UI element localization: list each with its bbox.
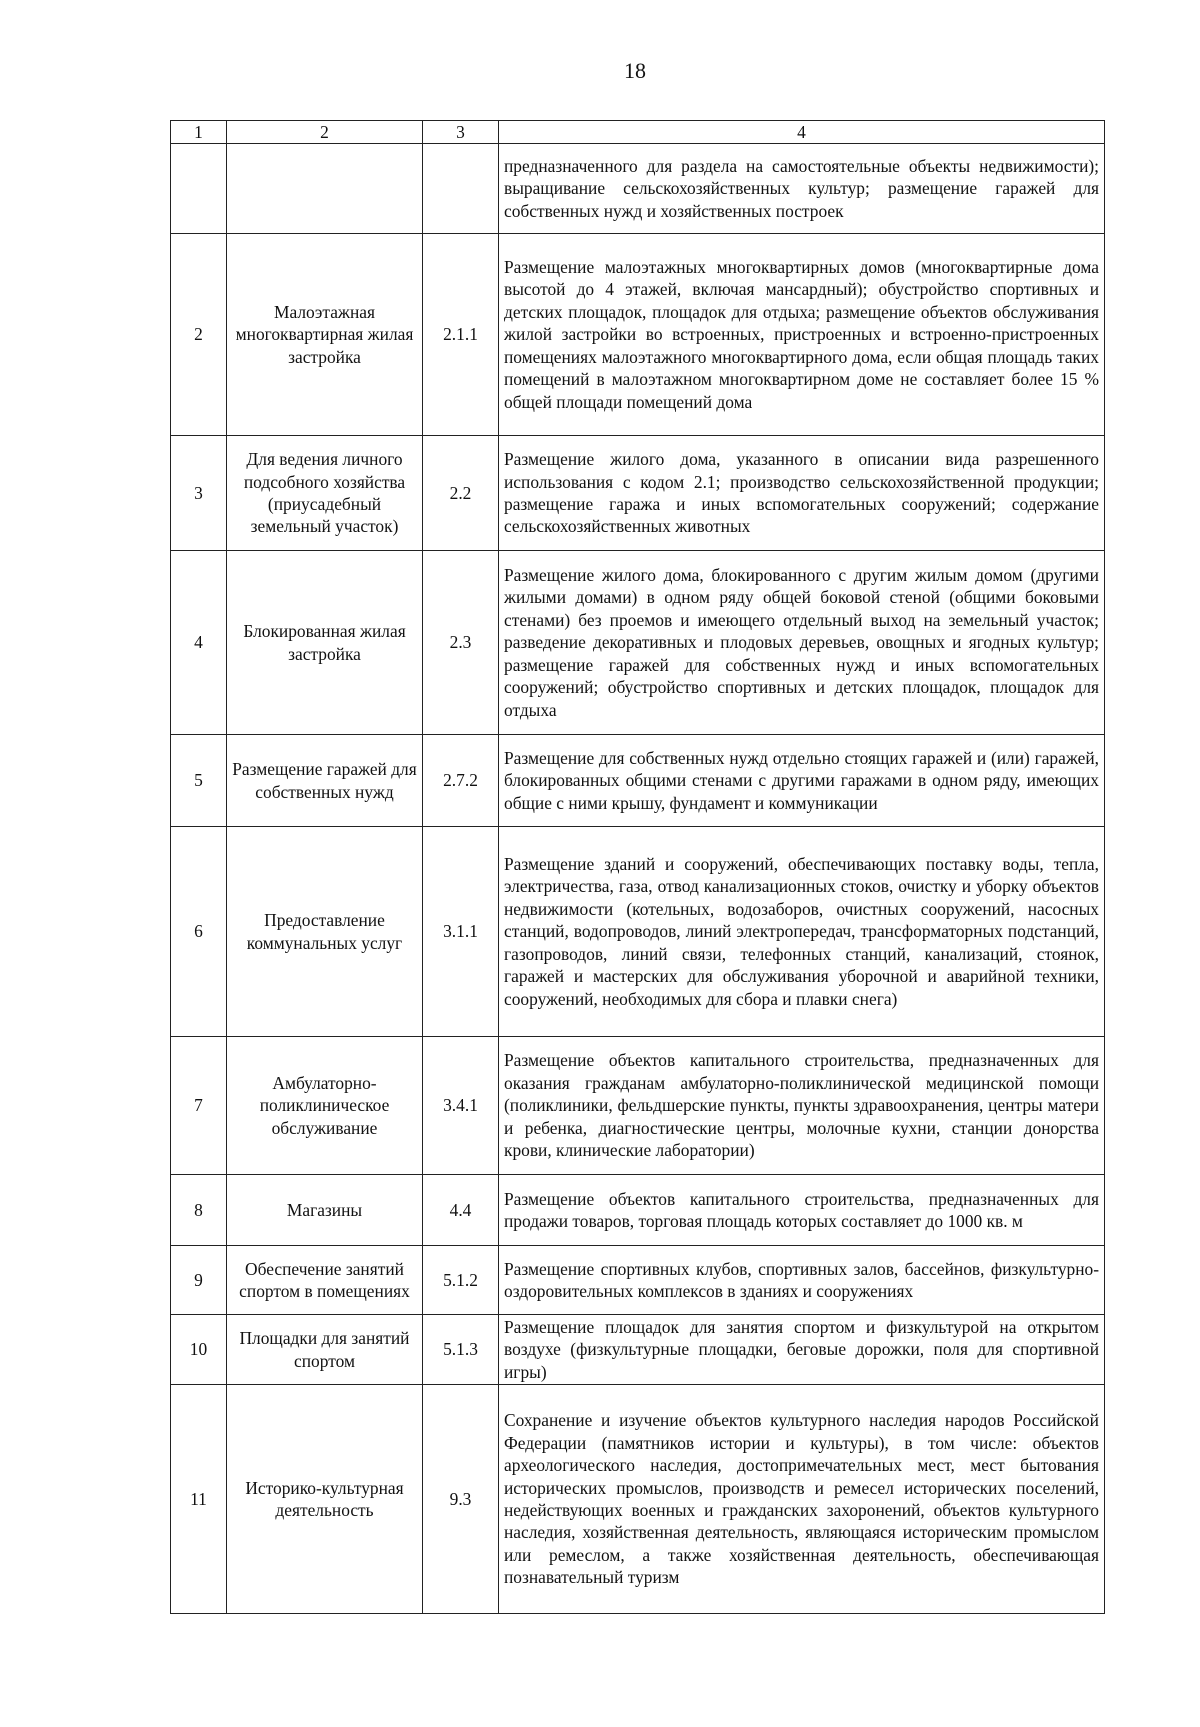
row-number: 5 — [171, 735, 227, 827]
table-row — [171, 1175, 1105, 1246]
use-type-description: Размещение объектов капитального строительства, предназначенных для оказания гражданам амбулаторно-поликлинической медицинской помощи (поликлиники, фельдшерские пункты, пункты здравоохранения, центры матери и ребенка, диагностические центры, молочные кухни, станции донорства крови, клинические лаборатории) — [499, 1037, 1105, 1175]
table-row — [171, 1037, 1105, 1175]
row-number: 3 — [171, 436, 227, 551]
column-header: 4 — [499, 121, 1105, 144]
use-type-description: Размещение объектов капитального строительства, предназначенных для продажи товаров, торговая площадь которых составляет до 1000 кв. м — [499, 1175, 1105, 1246]
table-row — [171, 1385, 1105, 1614]
row-number — [171, 144, 227, 234]
use-type-name: Для ведения личного подсобного хозяйства (приусадебный земельный участок) — [227, 436, 423, 551]
use-type-code: 4.4 — [423, 1175, 499, 1246]
use-type-description: Размещение для собственных нужд отдельно стоящих гаражей и (или) гаражей, блокированных общими стенами с другими гаражами в одном ряду, имеющих общие с ними крышу, фундамент и коммуникации — [499, 735, 1105, 827]
use-type-description: Размещение жилого дома, указанного в описании вида разрешенного использования с кодом 2.1; производство сельскохозяйственной продукции; размещение гаража и иных вспомогательных сооружений; содержание сельскохозяйственных животных — [499, 436, 1105, 551]
page-number: 18 — [624, 58, 646, 83]
use-type-code: 5.1.2 — [423, 1246, 499, 1315]
row-number: 8 — [171, 1175, 227, 1246]
use-type-name: Историко-культурная деятельность — [227, 1385, 423, 1614]
use-type-description: Сохранение и изучение объектов культурного наследия народов Российской Федерации (памятников истории и культуры), в том числе: объектов археологического наследия, достопримечательных мест, мест бытования исторических промыслов, производств и ремесел исторических поселений, недействующих военных и гражданских захоронений, объектов культурного наследия, хозяйственная деятельность, являющаяся историческим промыслом или ремеслом, а также хозяйственная деятельность, обеспечивающая познавательный туризм — [499, 1385, 1105, 1614]
row-number: 7 — [171, 1037, 227, 1175]
use-type-code: 2.7.2 — [423, 735, 499, 827]
table-row — [171, 1246, 1105, 1315]
column-header: 3 — [423, 121, 499, 144]
row-number: 2 — [171, 234, 227, 436]
table-header-row — [171, 121, 1105, 144]
use-type-name: Площадки для занятий спортом — [227, 1315, 423, 1385]
land-use-table — [170, 120, 1105, 1614]
row-number: 11 — [171, 1385, 227, 1614]
row-number: 6 — [171, 827, 227, 1037]
row-number: 9 — [171, 1246, 227, 1315]
table-row — [171, 551, 1105, 735]
use-type-name: Размещение гаражей для собственных нужд — [227, 735, 423, 827]
use-type-description: Размещение малоэтажных многоквартирных домов (многоквартирные дома высотой до 4 этажей, включая мансардный); обустройство спортивных и детских площадок, площадок для отдыха; размещение объектов обслуживания жилой застройки во встроенных, пристроенных и встроенно-пристроенных помещениях малоэтажного многоквартирного дома, если общая площадь таких помещений в малоэтажном многоквартирном доме не составляет более 15 % общей площади помещений дома — [499, 234, 1105, 436]
column-header: 1 — [171, 121, 227, 144]
use-type-code — [423, 144, 499, 234]
use-type-description: предназначенного для раздела на самостоятельные объекты недвижимости); выращивание сельскохозяйственных культур; размещение гаражей для собственных нужд и хозяйственных построек — [499, 144, 1105, 234]
use-type-code: 5.1.3 — [423, 1315, 499, 1385]
row-number: 4 — [171, 551, 227, 735]
table-row — [171, 1315, 1105, 1385]
use-type-description: Размещение спортивных клубов, спортивных залов, бассейнов, физкультурно-оздоровительных комплексов в зданиях и сооружениях — [499, 1246, 1105, 1315]
table-row — [171, 735, 1105, 827]
use-type-name: Обеспечение занятий спортом в помещениях — [227, 1246, 423, 1315]
use-type-code: 3.4.1 — [423, 1037, 499, 1175]
table-row — [171, 827, 1105, 1037]
use-type-code: 2.3 — [423, 551, 499, 735]
use-type-code: 9.3 — [423, 1385, 499, 1614]
use-type-name: Магазины — [227, 1175, 423, 1246]
use-type-name: Амбулаторно-поликлиническое обслуживание — [227, 1037, 423, 1175]
table-row — [171, 436, 1105, 551]
use-type-name: Блокированная жилая застройка — [227, 551, 423, 735]
use-type-name: Малоэтажная многоквартирная жилая застройка — [227, 234, 423, 436]
use-type-name — [227, 144, 423, 234]
table-row — [171, 144, 1105, 234]
use-type-description: Размещение площадок для занятия спортом и физкультурой на открытом воздухе (физкультурные площадки, беговые дорожки, поля для спортивной игры) — [499, 1315, 1105, 1385]
use-type-name: Предоставление коммунальных услуг — [227, 827, 423, 1037]
row-number: 10 — [171, 1315, 227, 1385]
use-type-code: 3.1.1 — [423, 827, 499, 1037]
use-type-code: 2.1.1 — [423, 234, 499, 436]
use-type-description: Размещение жилого дома, блокированного с другим жилым домом (другими жилыми домами) в одном ряду общей боковой стеной (общими боковыми стенами) без проемов и имеющего отдельный выход на земельный участок; разведение декоративных и плодовых деревьев, овощных и ягодных культур; размещение гаражей для собственных нужд и иных вспомогательных сооружений; обустройство спортивных и детских площадок, площадок для отдыха — [499, 551, 1105, 735]
table-row — [171, 234, 1105, 436]
column-header: 2 — [227, 121, 423, 144]
use-type-description: Размещение зданий и сооружений, обеспечивающих поставку воды, тепла, электричества, газа, отвод канализационных стоков, очистку и уборку объектов недвижимости (котельных, водозаборов, очистных сооружений, насосных станций, водопроводов, линий электропередач, трансформаторных подстанций, газопроводов, линий связи, телефонных станций, канализаций, стоянок, гаражей и мастерских для обслуживания уборочной и аварийной техники, сооружений, необходимых для сбора и плавки снега) — [499, 827, 1105, 1037]
use-type-code: 2.2 — [423, 436, 499, 551]
